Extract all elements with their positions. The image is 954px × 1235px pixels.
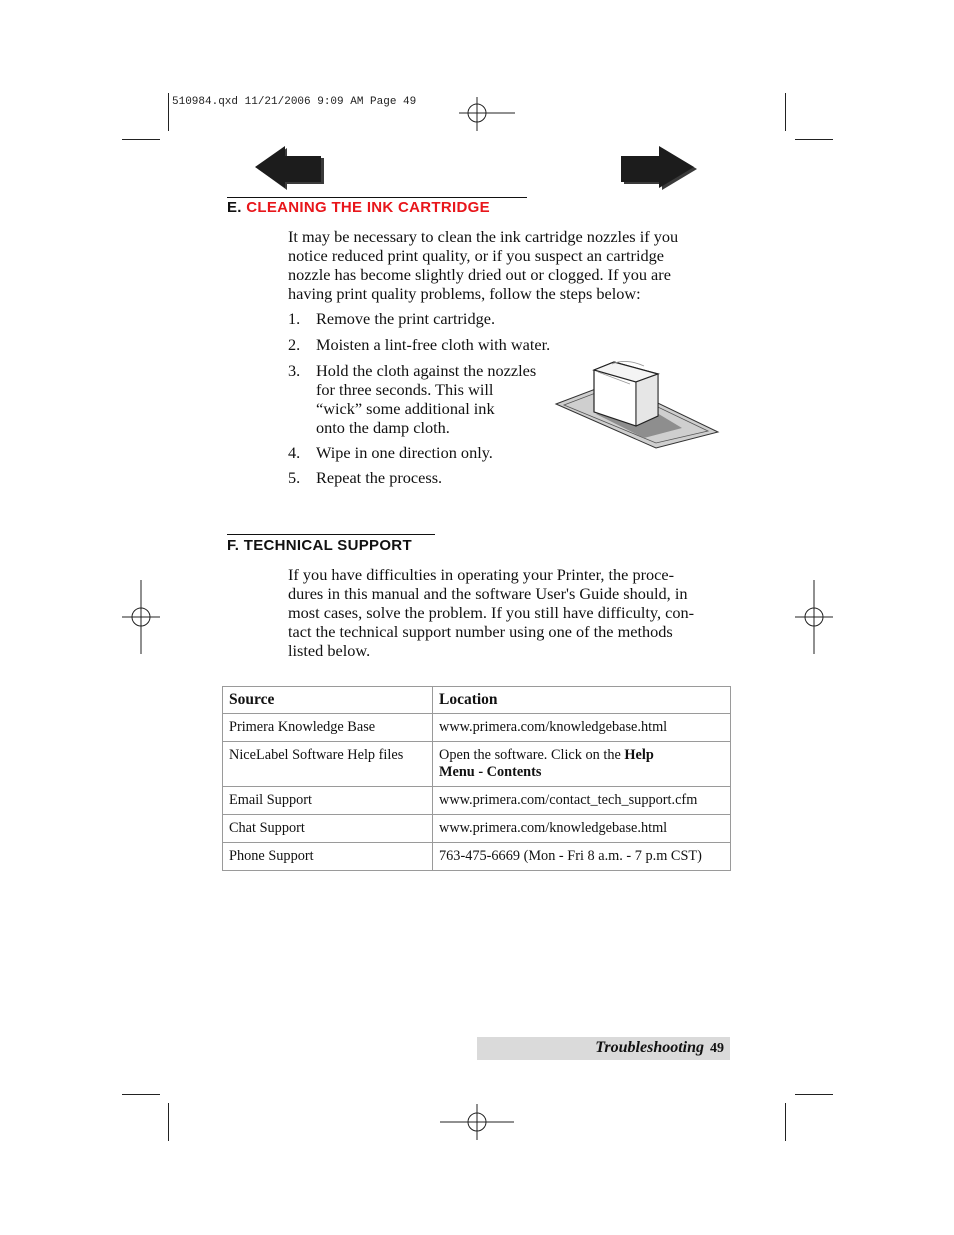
table-row [223,714,731,742]
step-text: Remove the print cartridge. [316,309,496,328]
registration-mark-icon [440,1104,514,1140]
step-number: 3. [288,361,301,380]
step-number: 4. [288,443,301,462]
table-row [223,815,731,843]
ink-cartridge-illustration [552,354,722,450]
arrow-right-icon[interactable] [620,146,700,192]
cleaning-intro [288,227,728,303]
location-cell: www.primera.com/knowledgebase.html [433,714,731,742]
registration-mark-icon [459,97,515,133]
source-cell: Primera Knowledge Base [223,714,433,742]
section-title: CLEANING THE INK CARTRIDGE [246,199,490,216]
step-text: Moisten a lint-free cloth with water. [316,335,551,354]
heading-rule [227,534,435,535]
text-line: notice reduced print quality, or if you suspect an cartridge [288,246,664,265]
source-cell: Chat Support [223,815,433,843]
text-line: most cases, solve the problem. If you still have difficulty, con- [288,603,695,622]
text-line: nozzle has become slightly dried out or clogged. If you are [288,265,671,284]
footer-section-title: Troubleshooting [595,1039,704,1056]
step-text-block [316,361,536,437]
step-text: Wipe in one direction only. [316,443,493,462]
section-heading-support: F. TECHNICAL SUPPORT [227,537,412,554]
footer-text [595,1039,724,1057]
section-heading-cleaning [227,199,490,216]
column-header-source: Source [223,687,433,714]
support-intro [288,565,728,660]
page-footer [477,1037,730,1060]
step-number: 1. [288,309,301,328]
text-line: It may be necessary to clean the ink cartridge nozzles if you [288,227,679,246]
source-cell: Email Support [223,787,433,815]
location-text: Open the software. Click on the [439,747,625,763]
support-table [222,686,731,871]
location-cell: www.primera.com/contact_tech_support.cfm [433,787,731,815]
table-row [223,742,731,787]
location-bold-text: Help [624,747,654,763]
text-line: tact the technical support number using one of the methods [288,622,673,641]
text-line: If you have difficulties in operating your Printer, the proce- [288,565,675,584]
step-text: Hold the cloth against the nozzles [316,361,537,380]
location-cell: www.primera.com/knowledgebase.html [433,815,731,843]
step-text: onto the damp cloth. [316,418,450,437]
heading-rule [227,197,527,198]
step-text: “wick” some additional ink [316,399,495,418]
location-cell [433,742,731,787]
table-row [223,787,731,815]
print-slug: 510984.qxd 11/21/2006 9:09 AM Page 49 [172,96,417,108]
arrow-left-icon[interactable] [255,146,327,192]
step-number: 2. [288,335,301,354]
registration-mark-icon [795,580,833,654]
table-row [223,843,731,871]
registration-mark-icon [122,580,160,654]
table-header-row [223,687,731,714]
text-line: listed below. [288,641,371,660]
section-letter: E. [227,199,242,216]
column-header-location: Location [433,687,731,714]
step-number: 5. [288,468,301,487]
text-line: having print quality problems, follow the steps below: [288,284,641,303]
step-text: Repeat the process. [316,468,443,487]
location-bold-text: Menu - Contents [439,764,542,780]
text-line: dures in this manual and the software User's Guide should, in [288,584,688,603]
source-cell: Phone Support [223,843,433,871]
source-cell: NiceLabel Software Help files [223,742,433,787]
step-text: for three seconds. This will [316,380,494,399]
location-cell: 763-475-6669 (Mon - Fri 8 a.m. - 7 p.m CST) [433,843,731,871]
page-number: 49 [710,1041,724,1056]
